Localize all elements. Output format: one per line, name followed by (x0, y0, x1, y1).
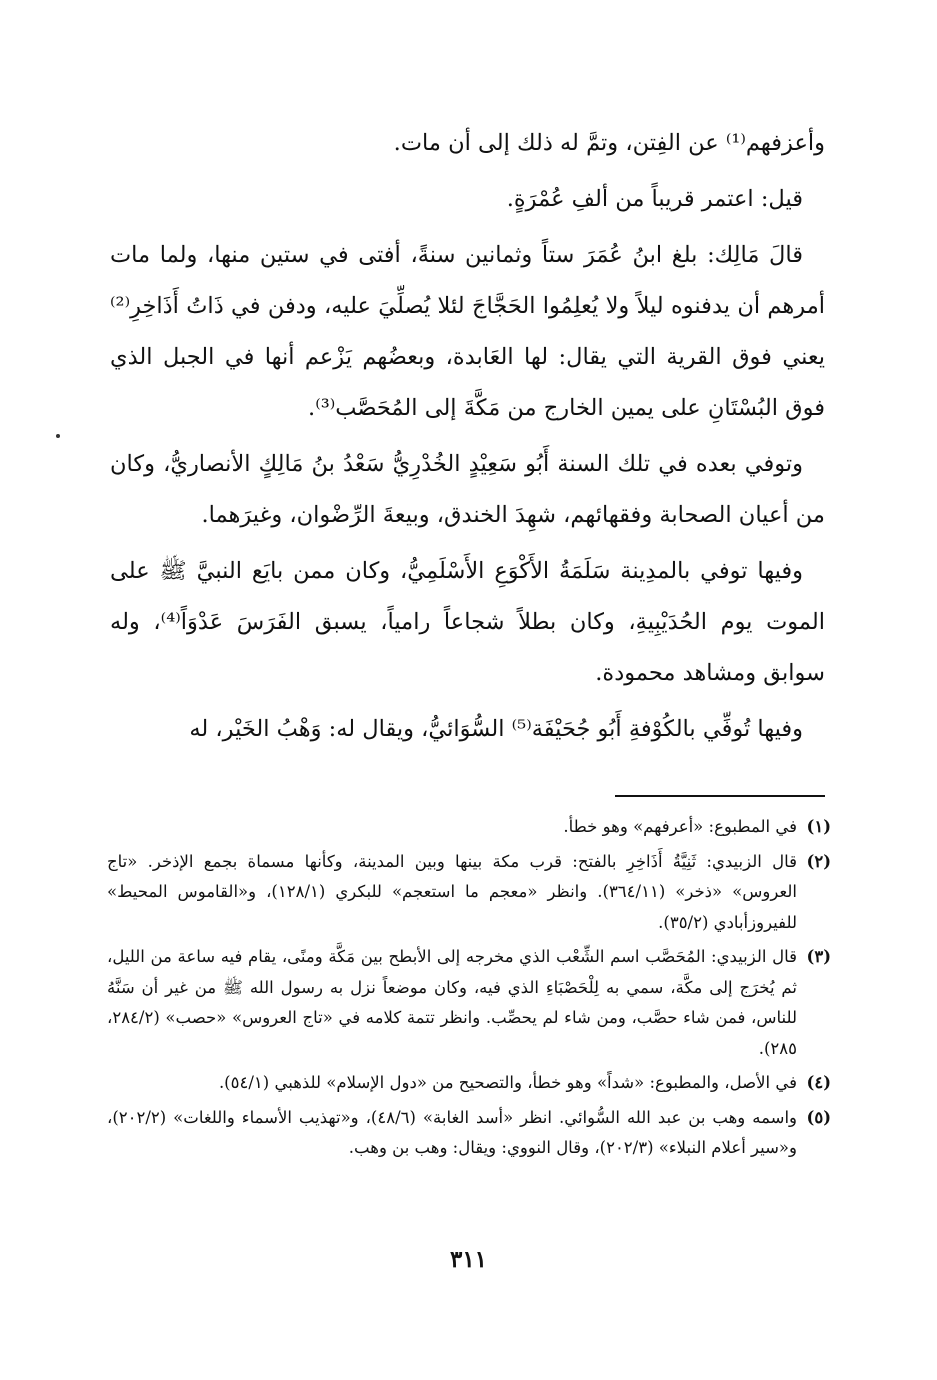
paragraph-2: قيل: اعتمر قريباً من ألفِ عُمْرَةٍ. (506, 186, 803, 212)
page-number: ٣١١ (449, 1246, 488, 1273)
footnote-number: (٢) (806, 851, 831, 871)
footnote-separator (615, 795, 825, 797)
footnote-1 (107, 812, 831, 843)
footnote-3 (107, 942, 831, 1064)
footnote-5 (107, 1103, 831, 1164)
footnote-2 (107, 847, 831, 939)
footnote-number: (٤) (806, 1073, 831, 1092)
footnote-text: في المطبوع: «أعرفهم» وهو خطأ. (563, 817, 797, 836)
paragraph-5: وفيها توفي بالمدِينة سَلَمَةُ الأَكْوَعِ الأَسْلَمِيُّ، وكان ممن بايَع النبيَّ ﷺ على الموت يوم الحُدَيْبِيةِ، وكان بطلاً شجاعاً رامياً، يسبق الفَرَسَ عَدْوَاً⁽⁴⁾، وله سوابق ومشاهد محمودة. (110, 558, 825, 686)
paragraph-4: وتوفي بعده في تلك السنة أَبُو سَعِيْدٍ الخُدْرِيُّ سَعْدُ بنُ مَالِكٍ الأنصاريُّ، وكان من أعيان الصحابة وفقهائهم، شهِدَ الخندق، وبيعةَ الرِّضْوان، وغيرَهما. (110, 451, 825, 528)
footnote-text: قال الزبيدي: ثَنِيَّةُ أَذَاخِرِ بالفتح: قرب مكة بينها وبين المدينة، وكأنها مسماة بجمع الإذخر. «تاج العروس» «ذخر» (٣٦٤/١١). وانظر «معجم ما استعجم» للبكري (١٢٨/١)، و«القاموس المحيط» للفيروزأبادي (٣٥/٢). (107, 851, 797, 932)
footnote-number: (٣) (806, 947, 831, 966)
paragraph-6: وفيها تُوفِّي بالكُوْفةِ أَبُو جُحَيْفَة⁽⁵⁾ السُّوَائيُّ، ويقال له: وَهْبُ الخَيْر، له (189, 716, 803, 742)
footnote-number: (٥) (806, 1107, 831, 1127)
footnotes (107, 812, 831, 1168)
stray-ink-dot (56, 434, 60, 438)
paragraph-1: وأعزفهم⁽¹⁾ عن الفِتن، وتمَّ له ذلك إلى أن مات. (393, 130, 825, 156)
footnote-text: في الأصل، والمطبوع: «شداً» وهو خطأ، والتصحيح من «دول الإسلام» للذهبي (٥٤/١). (218, 1073, 797, 1092)
footnote-text: قال الزبيدي: المُحَصَّب اسم الشِّعْب الذي مخرجه إلى الأبطح بين مَكَّة ومنًى، يقام فيه ساعة من الليل، ثم يُخرَج إلى مكَّة، سمي به لِلْحَصْبَاءِ الذي فيه، وكان موضعاً نزل به رسول الله ﷺ من غير أن سَنَّهُ للناس، فمن شاء حصَّب، ومن شاء لم يحصِّب. وانظر تتمة كلامه في «تاج العروس» «حصب» (٢٨٤/٢، ٢٨٥). (107, 947, 797, 1058)
paragraph-3: قالَ مَالِك: بلغ ابنُ عُمَرَ ستاً وثمانين سنةً، أفتى في ستين منها، ولما مات أمرهم أن يدفنوه ليلاً ولا يُعلِمُوا الحَجَّاجَ لئلا يُصلِّيَ عليه، ودفن في ذَاتُ أَذَاخِرِ⁽²⁾ يعني فوق القرية التي يقال: لها العَابدة، وبعضُهم يَزْعم أنها في الجبل الذي فوق البُسْتَانِ على يمين الخارج من مَكَّةَ إلى المُحَصَّب⁽³⁾. (110, 242, 825, 421)
main-text-block (110, 118, 825, 760)
footnote-text: واسمه وهب بن عبد الله السُّوائي. انظر «أسد الغابة» (٤٨/٦)، و«تهذيب الأسماء واللغات» (٢٠٢/٢)، و«سير أعلام النبلاء» (٢٠٢/٣)، وقال النووي: ويقال: وهب بن وهب. (107, 1107, 797, 1157)
footnote-4 (107, 1068, 831, 1099)
footnote-number: (١) (806, 817, 831, 836)
